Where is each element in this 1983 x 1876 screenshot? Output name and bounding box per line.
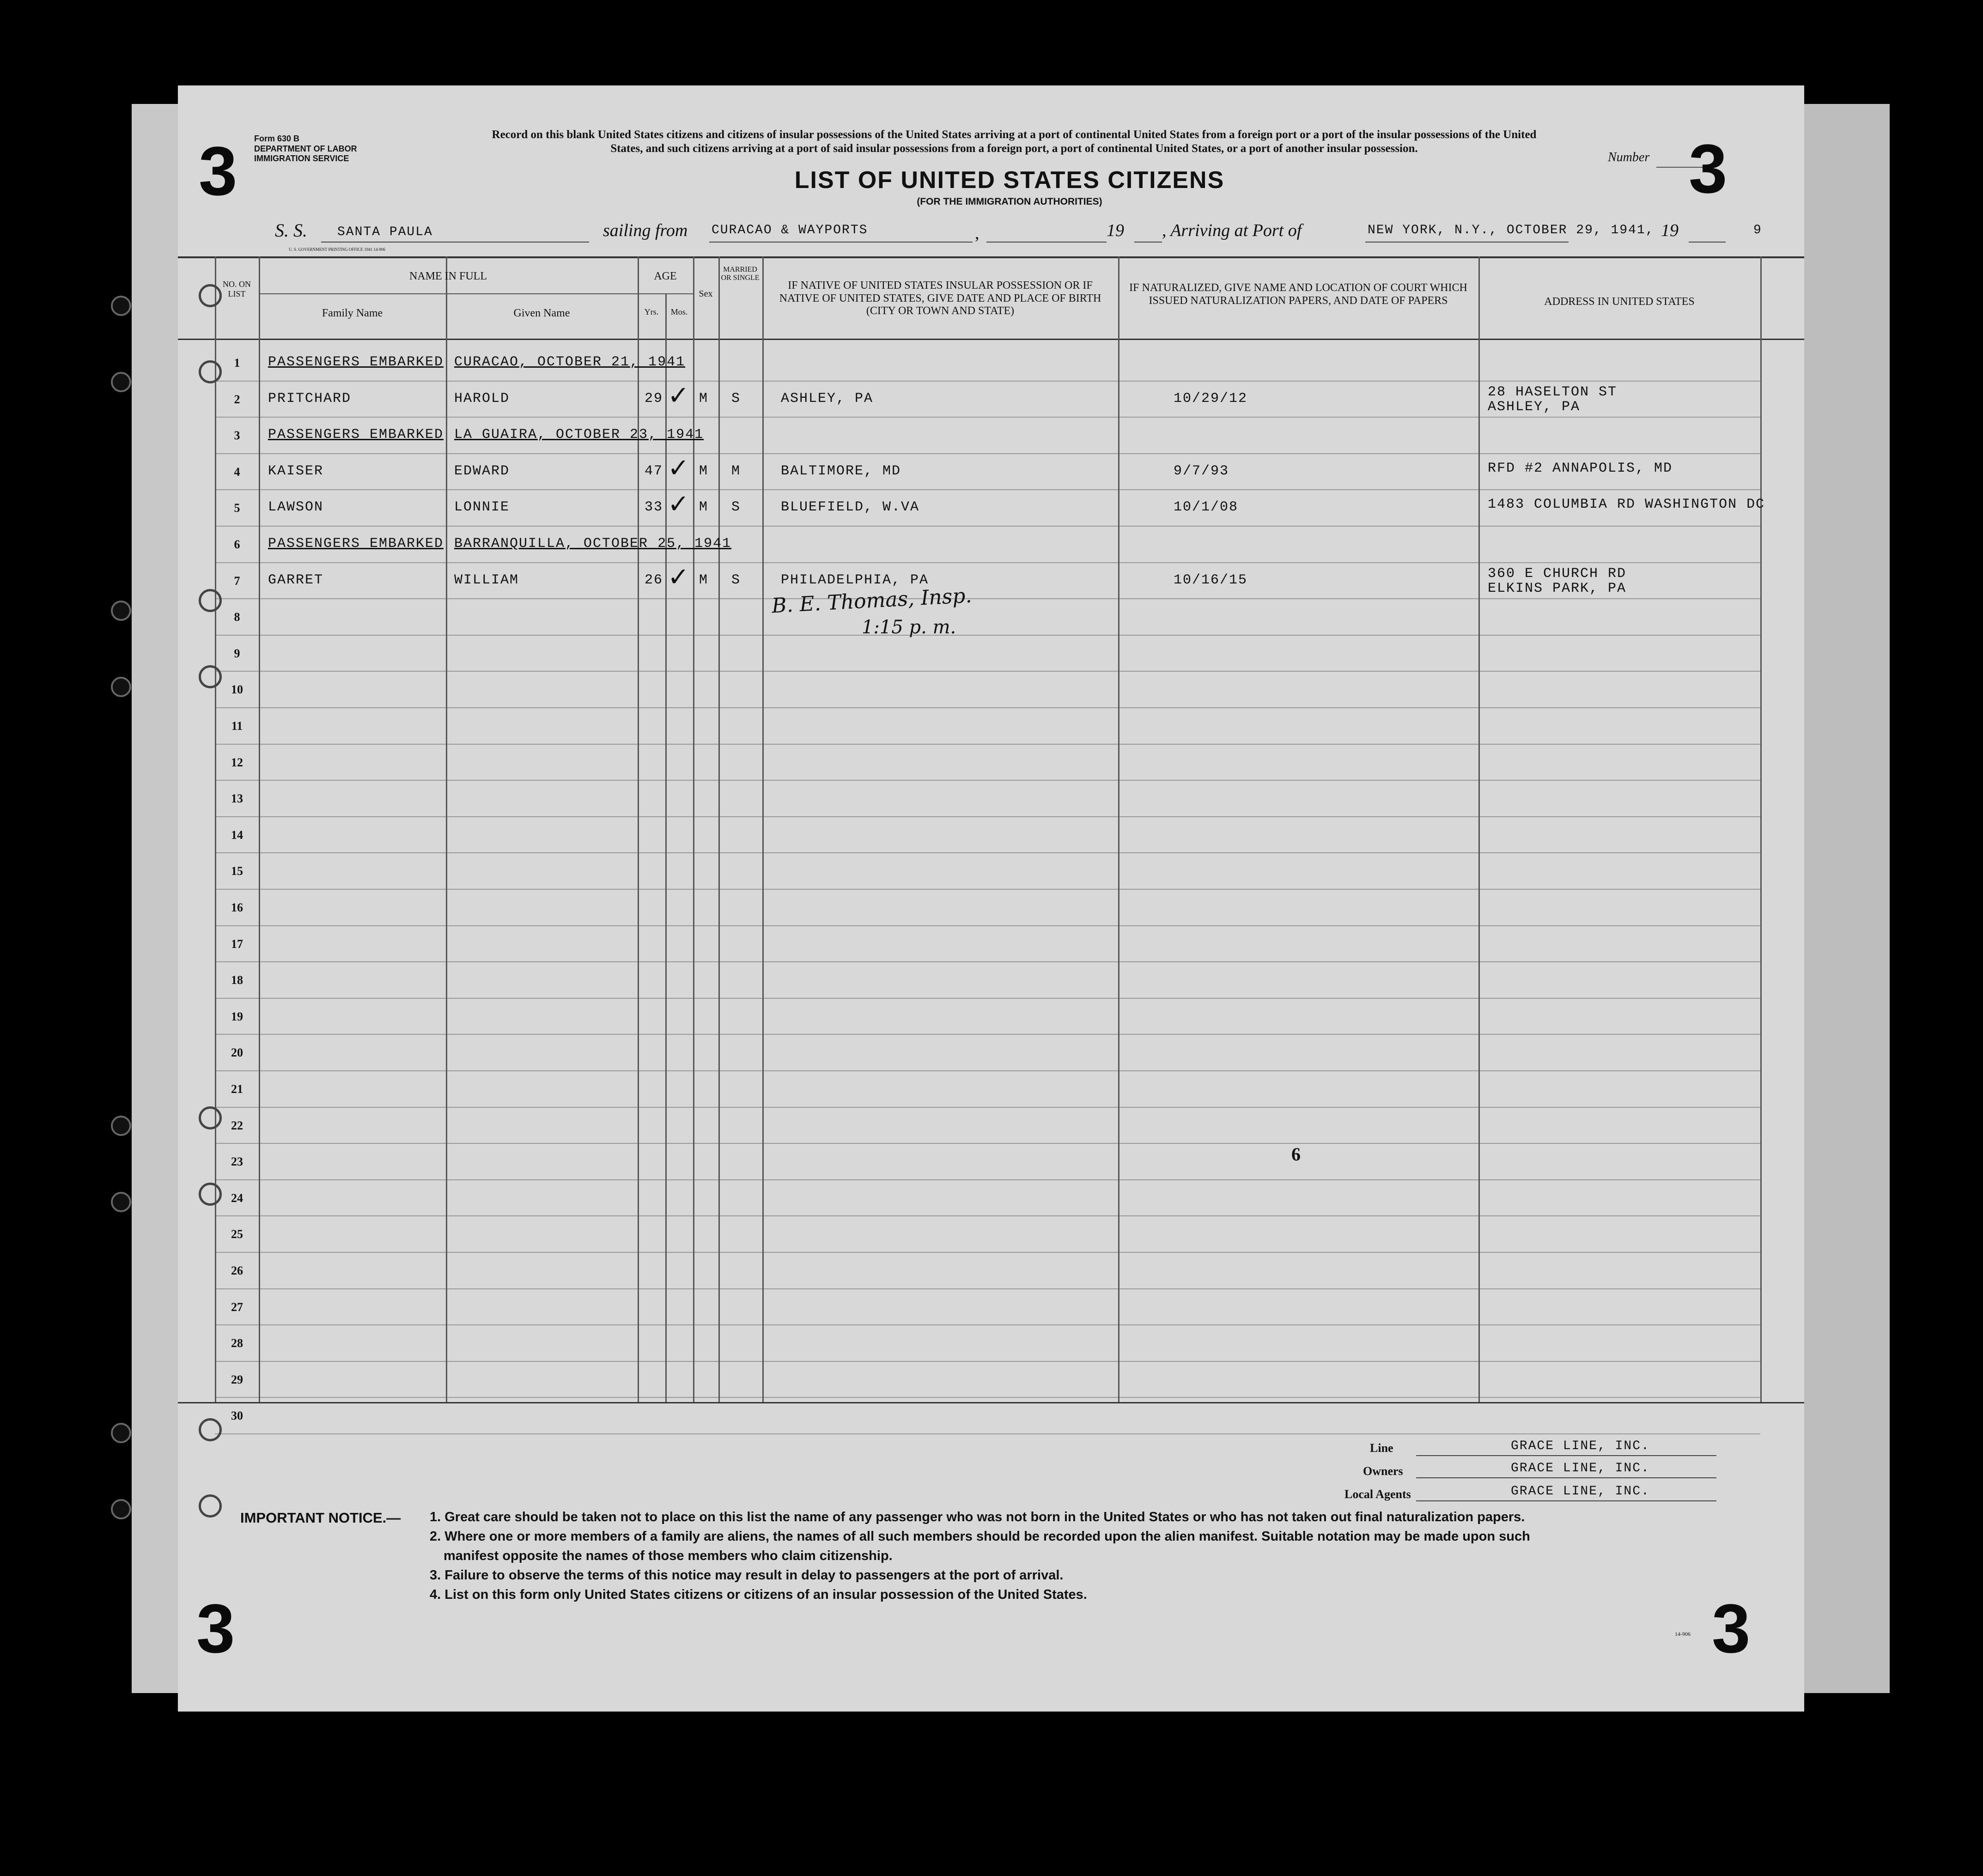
row-number: 18 [231,973,243,987]
footer-code: 14-906 [1675,1631,1691,1637]
row-number: 15 [231,864,243,878]
row-number: 26 [231,1264,243,1277]
sailing-label: sailing from [603,221,688,240]
row-number: 27 [231,1300,243,1314]
binder-hole [111,1423,131,1443]
family-name: KAISER [268,463,324,479]
inspector-time: 1:15 p. m. [862,617,956,638]
port-underline [1365,242,1569,243]
binder-hole [111,1192,131,1212]
form-number: Form 630 B [254,134,300,143]
age-years: 26 [645,572,663,588]
form-info [254,134,357,164]
notice-item-1: 1. Great care should be taken not to place on this list the name of any passenger who was not born in the United States or who has not taken out final naturalization papers. [430,1510,1525,1524]
corner-number-top-left: 3 [199,132,237,210]
page-mark: 6 [1291,1144,1301,1165]
col-yrs-head: Yrs. [644,307,659,316]
given-name: LONNIE [454,499,510,516]
form-intro: Record on this blank United States citizens and citizens of insular possessions of the United States arriving at a port of continental United States from a foreign port or a port of the insular possessions of the United States, and such citizens arriving at a port of said insular possessions from a foreign port, a port of continental United States, or a port of another insular possession. [492,128,1537,155]
col-family-head: Family Name [322,307,383,319]
marital-status: S [731,390,741,407]
year-underline-2 [1689,242,1726,243]
notice-item-3: 3. Failure to observe the terms of this notice may result in delay to passengers at the port of arrival. [430,1568,1064,1583]
row-number: 4 [234,465,240,479]
sheet-mark: 9 [1753,223,1762,237]
row-number: 10 [231,683,243,697]
sex: M [699,463,709,479]
corner-number-bottom-left: 3 [196,1590,235,1667]
sailing-from: CURACAO & WAYPORTS [712,223,868,237]
col-line-address [1478,256,1480,1402]
agents-value: GRACE LINE, INC. [1511,1484,1650,1499]
agents-underline [1416,1500,1716,1501]
binder-hole [111,677,131,697]
row-number: 29 [231,1372,243,1386]
number-label: Number [1608,150,1650,164]
section-port-date: CURACAO, OCTOBER 21, 1941 [454,354,686,370]
col-no-head: NO. ON LIST [223,279,251,298]
section-port-date: LA GUAIRA, OCTOBER 23, 1941 [454,427,704,443]
row-number: 11 [231,719,243,733]
given-name: HAROLD [454,390,510,407]
family-name: GARRET [268,572,324,588]
marital-status: M [731,463,741,479]
row-number: 16 [231,901,243,914]
owners-label: Owners [1363,1464,1403,1478]
row-number: 13 [231,792,243,806]
binder-ring [199,284,222,307]
line-label: Line [1370,1441,1393,1455]
printer-line: U. S. GOVERNMENT PRINTING OFFICE 1941 14-906 [289,247,385,252]
arrival-port: NEW YORK, N.Y., OCTOBER 29, 1941, [1368,223,1655,237]
corner-number-bottom-right: 3 [1712,1590,1751,1667]
sex: M [699,499,709,516]
binder-ring [199,1418,222,1441]
sex: M [699,390,709,407]
section-port-date: BARRANQUILLA, OCTOBER 25, 1941 [454,536,732,552]
row-number: 2 [234,392,240,406]
table-bottom-rule [178,1402,1804,1403]
row-number: 1 [234,356,240,370]
year-prefix-2: 19 [1661,221,1679,240]
row-number: 20 [231,1046,243,1060]
section-heading: PASSENGERS EMBARKED [268,536,444,552]
col-address-head: ADDRESS IN UNITED STATES [1544,296,1695,308]
col-line-given [446,256,447,1402]
row-number: 24 [231,1191,243,1205]
notice-item-4: 4. List on this form only United States citizens or citizens of an insular possession of the United States. [430,1587,1087,1602]
check-mark: ✓ [668,490,689,519]
header-bottom-rule [178,339,1804,340]
col-line-mos [665,293,667,1402]
address-line-1: 28 HASELTON ST [1488,384,1618,400]
birth-date: 9/7/93 [1174,463,1229,479]
age-years: 29 [645,390,663,407]
col-line-family [259,256,260,1402]
age-years: 33 [645,499,663,516]
col-given-head: Given Name [513,307,570,319]
binder-ring [199,665,222,688]
ss-label: S. S. [275,220,307,241]
given-name: WILLIAM [454,572,519,588]
binder-hole [111,601,131,621]
table-top-rule [178,256,1804,258]
owners-value: GRACE LINE, INC. [1511,1461,1650,1475]
binder-ring [199,360,222,383]
given-name: EDWARD [454,463,510,479]
col-married-head: MARRIED OR SINGLE [721,266,760,282]
row-number: 17 [231,937,243,951]
age-years: 47 [645,463,663,479]
birth-place: PHILADELPHIA, PA [781,572,929,588]
address-line-1: RFD #2 ANNAPOLIS, MD [1488,460,1673,476]
form-department: DEPARTMENT OF LABOR [254,144,357,153]
year-prefix-1: 19 [1107,221,1124,240]
address-line-2: ASHLEY, PA [1488,399,1581,415]
col-line-birth [762,256,764,1402]
row-number: 6 [234,538,240,551]
sex: M [699,572,709,588]
birth-place: BLUEFIELD, W.VA [781,499,920,516]
name-subrule [259,293,638,294]
ship-name: SANTA PAULA [337,225,433,239]
binder-hole [111,296,131,316]
age-subrule [638,293,693,294]
col-sex-head: Sex [699,289,713,299]
row-rule [215,1433,1760,1434]
manifest-page [178,85,1804,1712]
binder-hole [111,372,131,392]
family-name: PRITCHARD [268,390,352,407]
row-number: 14 [231,828,243,842]
binder-ring [199,1106,222,1129]
col-mos-head: Mos. [670,307,688,316]
row-number: 22 [231,1118,243,1132]
binder-ring [199,589,222,612]
check-mark: ✓ [668,563,689,592]
row-number: 30 [231,1409,243,1423]
comma-1: , [975,224,979,243]
address-line-1: 1483 COLUMBIA RD WASHINGTON DC [1488,497,1765,513]
ship-underline [321,242,589,243]
row-number: 7 [234,574,240,588]
notice-item-2: 2. Where one or more members of a family are aliens, the names of all such members should be recorded upon the alien manifest. Suitable notation may be made upon such [430,1529,1530,1544]
agents-label: Local Agents [1344,1487,1411,1501]
check-mark: ✓ [668,454,689,483]
birth-date: 10/29/12 [1174,390,1248,407]
page-title: LIST OF UNITED STATES CITIZENS [794,167,1225,194]
underlying-page-right [1804,104,1890,1693]
binder-hole [111,1499,131,1519]
owners-underline [1416,1477,1716,1478]
row-number: 21 [231,1082,243,1096]
arriving-label: , Arriving at Port of [1162,221,1302,240]
col-line-married [718,256,720,1402]
notice-heading: IMPORTANT NOTICE.— [240,1510,401,1526]
marital-status: S [731,499,741,516]
family-name: LAWSON [268,499,324,516]
date-underline [986,242,1107,243]
marital-status: S [731,572,741,588]
birth-date: 10/16/15 [1174,572,1248,588]
birth-place: BALTIMORE, MD [781,463,901,479]
inspector-signature: B. E. Thomas, Insp. [771,583,973,618]
binder-ring [199,1183,222,1206]
line-value: GRACE LINE, INC. [1511,1439,1650,1453]
col-line-naturalized [1118,256,1119,1402]
address-line-2: ELKINS PARK, PA [1488,580,1627,596]
page-subtitle: (FOR THE IMMIGRATION AUTHORITIES) [917,196,1102,207]
birth-place: ASHLEY, PA [781,390,874,407]
col-line-right [1760,256,1762,1402]
row-number: 5 [234,501,240,515]
row-number: 25 [231,1227,243,1241]
binder-ring [199,1494,222,1518]
row-number: 23 [231,1155,243,1169]
from-underline [709,242,973,243]
col-naturalized-head: IF NATURALIZED, GIVE NAME AND LOCATION OF COURT WHICH ISSUED NATURALIZATION PAPERS, AND DATE OF PAPERS [1129,282,1467,307]
check-mark: ✓ [668,381,689,410]
row-number: 12 [231,755,243,769]
birth-date: 10/1/08 [1174,499,1239,516]
line-underline [1416,1455,1716,1456]
row-number: 28 [231,1336,243,1350]
col-line-no [215,256,216,1402]
section-heading: PASSENGERS EMBARKED [268,354,444,370]
notice-item-2-cont: manifest opposite the names of those members who claim citizenship. [444,1548,893,1563]
row-number: 8 [234,610,240,624]
address-line-1: 360 E CHURCH RD [1488,565,1627,582]
corner-number-top-right: 3 [1689,130,1728,207]
row-number: 3 [234,429,240,443]
section-heading: PASSENGERS EMBARKED [268,427,444,443]
row-number: 9 [234,646,240,660]
row-number: 19 [231,1009,243,1023]
year-underline-1 [1134,242,1162,243]
col-birth-head: IF NATIVE OF UNITED STATES INSULAR POSSESSION OR IF NATIVE OF UNITED STATES, GIVE DATE AND PLACE OF BIRTH (CITY OR TOWN AND STATE) [779,279,1101,317]
col-age-head: AGE [654,270,677,282]
form-service: IMMIGRATION SERVICE [254,154,349,164]
binder-hole [111,1116,131,1136]
col-name-head: NAME IN FULL [409,270,487,282]
